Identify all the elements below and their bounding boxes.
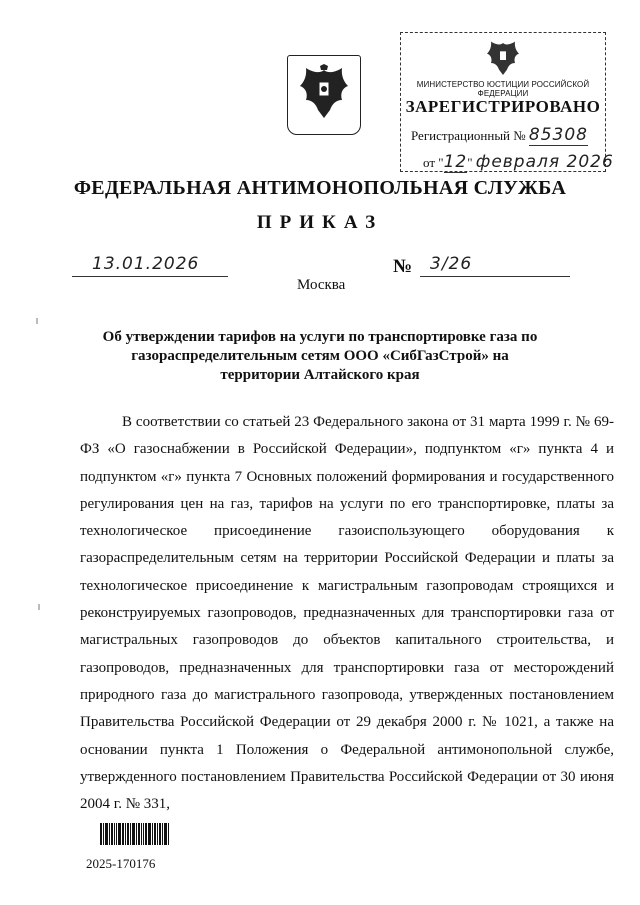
order-date: 13.01.2026 (92, 254, 200, 274)
double-headed-eagle-icon (485, 39, 521, 79)
city: Москва (297, 277, 346, 293)
document-title: Об утверждении тарифов на услуги по транспортировке газа по газораспределительным сетям ООО «СибГазСтрой» на территории Алтайского края (102, 329, 538, 383)
stamp-date-day: 12 (443, 152, 468, 172)
agency-name: ФЕДЕРАЛЬНАЯ АНТИМОНОПОЛЬНАЯ СЛУЖБА (73, 177, 567, 199)
order-number: 3/26 (430, 254, 473, 274)
document-type: ПРИКАЗ (256, 212, 384, 233)
stamp-reg-number: 85308 (528, 125, 589, 145)
body-paragraph: В соответствии со статьей 23 Федерального закона от 31 марта 1999 г. № 69-ФЗ «О газоснабжении в Российской Федерации», подпунктом «г» пункта 4 и подпунктом «г» пункта 7 Основных положений формирования и государственного регулирования цен на газ, тарифов на услуги по его транспортировке, платы за технологическое присоединение газоиспользующего оборудования к газораспределительным сетям на территории Российской Федерации и платы за технологическое присоединение к магистральным газопроводам строящихся и реконструируемых газопроводов, предназначенных для транспортировки газа от магистральных газопроводов до объектов капитального строительства, и газопроводов, предназначенных для транспортировки газа от месторождений природного газа до магистрального газопровода, утвержденных постановлением Правительства Российской Федерации от 29 декабря 2000 г. № 1021, а также на основании пункта 1 Положения о Федеральной антимонопольной службе, утвержденного постановлением Правительства Российской Федерации от 30 июня 2004 г. № 331, (80, 414, 614, 813)
order-date-field (72, 256, 228, 277)
scan-artifact (38, 604, 40, 610)
stamp-date-prefix: от (423, 155, 436, 170)
double-headed-eagle-icon (298, 64, 350, 124)
barcode (100, 823, 174, 845)
state-emblem (287, 55, 361, 135)
stamp-ministry: МИНИСТЕРСТВО ЮСТИЦИИ РОССИЙСКОЙ ФЕДЕРАЦИИ (416, 80, 590, 98)
document-id: 2025-170176 (86, 856, 156, 871)
number-sign: № (393, 256, 413, 277)
order-number-field (420, 256, 570, 277)
stamp-date-month-year: февраля 2026 (475, 152, 614, 172)
scan-artifact (36, 318, 38, 324)
stamp-reg-number-line (411, 125, 588, 146)
registration-stamp (400, 32, 614, 172)
stamp-reg-label: Регистрационный № (411, 128, 526, 143)
stamp-date-line: от "12" февраля 2026 (423, 152, 614, 172)
stamp-registered: ЗАРЕГИСТРИРОВАНО (405, 97, 601, 116)
